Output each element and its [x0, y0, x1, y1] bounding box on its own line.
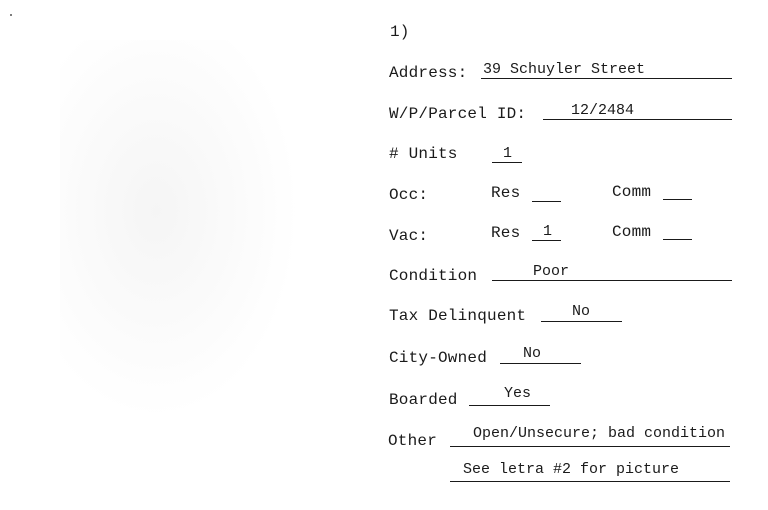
vac-res-value: 1 [543, 223, 553, 240]
units-underline [492, 162, 522, 163]
occ-comm-label: Comm [612, 183, 652, 201]
boarded-value: Yes [504, 385, 532, 402]
scan-speck [10, 14, 12, 16]
units-label: # Units [389, 145, 458, 163]
tax-delinquent-value: No [572, 303, 591, 320]
city-owned-label: City-Owned [389, 349, 488, 367]
boarded-label: Boarded [389, 391, 458, 409]
address-underline [481, 78, 732, 79]
other-underline-1 [450, 446, 730, 447]
vac-comm-label: Comm [612, 223, 652, 241]
address-label: Address: [389, 64, 468, 82]
condition-value: Poor [533, 263, 570, 280]
occ-comm-underline [663, 199, 692, 200]
city-owned-underline [500, 363, 581, 364]
tax-delinquent-underline [541, 321, 622, 322]
parcel-underline [543, 119, 732, 120]
units-value: 1 [503, 145, 513, 162]
occ-res-underline [532, 201, 561, 202]
tax-delinquent-label: Tax Delinquent [389, 307, 527, 325]
other-underline-2 [450, 481, 730, 482]
other-label: Other [388, 432, 438, 450]
vac-res-label: Res [491, 224, 521, 242]
other-value-line-2: See letra #2 for picture [463, 461, 680, 478]
occ-label: Occ: [389, 186, 429, 204]
occ-res-label: Res [491, 184, 521, 202]
vac-comm-underline [663, 239, 692, 240]
city-owned-value: No [523, 345, 542, 362]
item-number: 1) [390, 23, 410, 41]
condition-underline [492, 280, 732, 281]
vac-label: Vac: [389, 227, 429, 245]
parcel-value: 12/2484 [571, 102, 635, 119]
scan-smudge [60, 40, 300, 420]
condition-label: Condition [389, 267, 478, 285]
parcel-label: W/P/Parcel ID: [389, 105, 527, 123]
boarded-underline [469, 405, 550, 406]
address-value: 39 Schuyler Street [483, 61, 646, 78]
other-value-line-1: Open/Unsecure; bad condition [473, 425, 726, 442]
vac-res-underline [532, 240, 561, 241]
